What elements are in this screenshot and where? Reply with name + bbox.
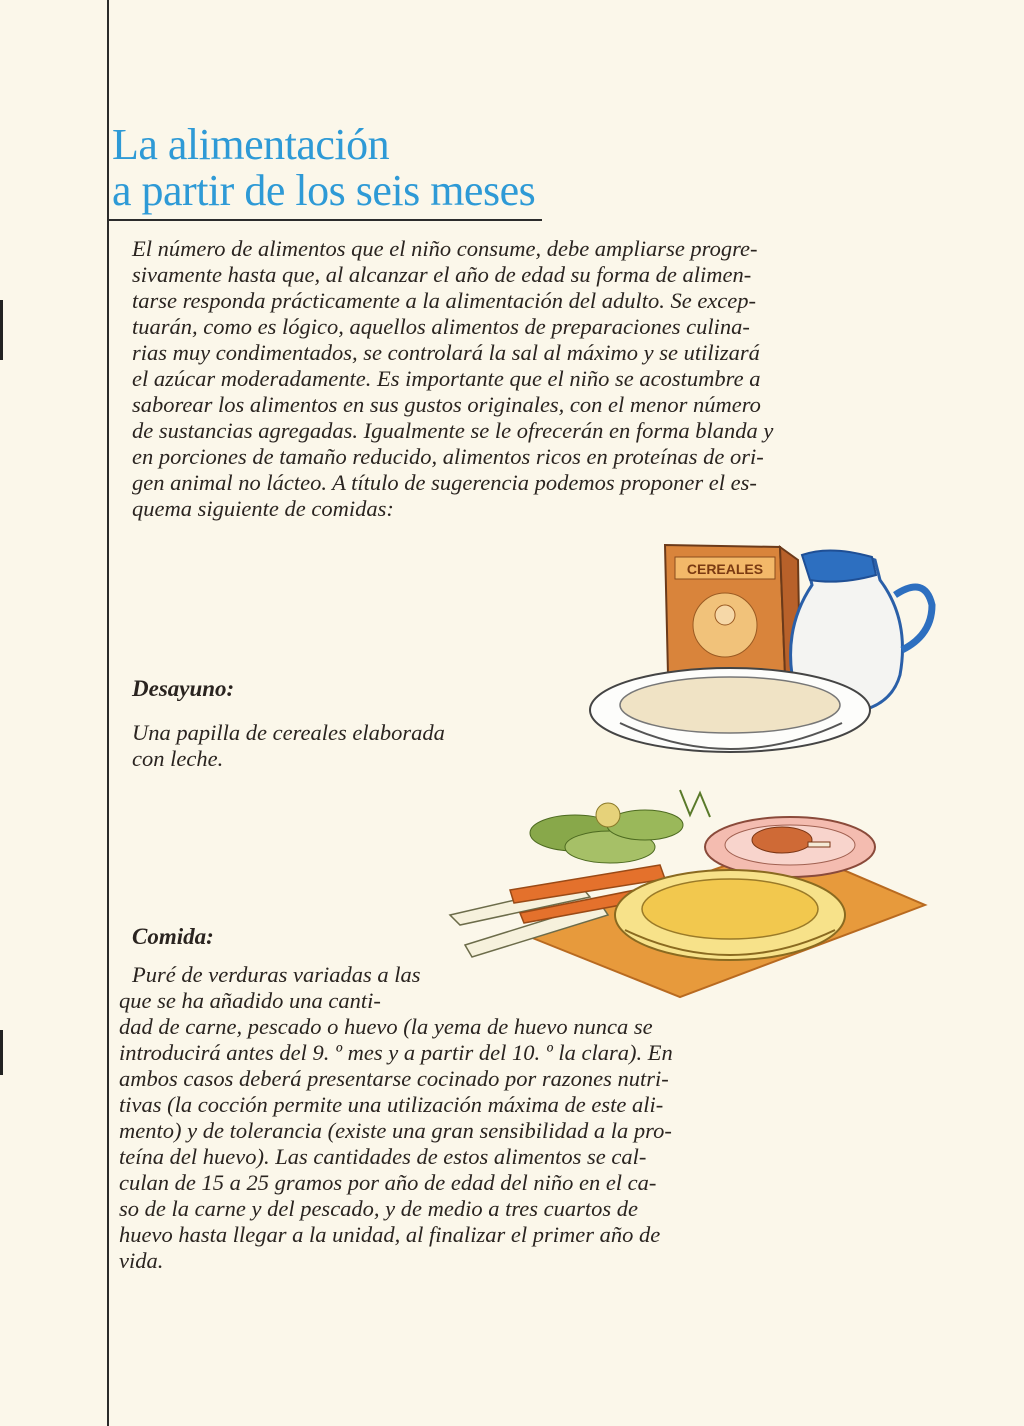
plate-icon: [705, 817, 875, 877]
comida-line: que se ha añadido una canti-: [119, 988, 381, 1013]
comida-text: [119, 962, 673, 1274]
intro-line: rias muy condimentados, se controlará la sal al máximo y se utilizará: [132, 340, 760, 365]
intro-line: quema siguiente de comidas:: [132, 496, 394, 521]
comida-line: Puré de verduras variadas a las: [132, 962, 421, 987]
page-title: [112, 122, 535, 214]
title-line-1: La alimentación: [112, 120, 390, 169]
intro-line: sivamente hasta que, al alcanzar el año de edad su forma de alimen-: [132, 262, 752, 287]
bowl-icon: [590, 668, 870, 752]
intro-line: tuarán, como es lógico, aquellos alimentos de preparaciones culina-: [132, 314, 750, 339]
comida-line: vida.: [119, 1248, 164, 1273]
intro-line: El número de alimentos que el niño consume, debe ampliarse progre-: [132, 236, 758, 261]
desayuno-line: Una papilla de cereales elaborada: [132, 720, 445, 745]
comida-heading: Comida:: [132, 924, 214, 949]
intro-line: gen animal no lácteo. A título de sugerencia podemos proponer el es-: [132, 470, 757, 495]
desayuno-line: con leche.: [132, 746, 224, 771]
comida-line: teína del huevo). Las cantidades de estos alimentos se cal-: [119, 1144, 647, 1169]
comida-line: huevo hasta llegar a la unidad, al finalizar el primer año de: [119, 1222, 661, 1247]
cereal-box-icon: [665, 545, 800, 675]
soup-bowl-icon: [615, 870, 845, 960]
desayuno-text: [132, 720, 445, 772]
comida-line: culan de 15 a 25 gramos por año de edad del niño en el ca-: [119, 1170, 657, 1195]
comida-line: ambos casos deberá presentarse cocinado por razones nutri-: [119, 1066, 669, 1091]
comida-line: introducirá antes del 9. º mes y a partir del 10. º la clara). En: [119, 1040, 673, 1065]
edge-mark: [0, 1030, 3, 1075]
intro-paragraph: [132, 236, 932, 522]
comida-line: so de la carne y del pescado, y de medio a tres cuartos de: [119, 1196, 639, 1221]
desayuno-heading: Desayuno:: [132, 676, 235, 701]
intro-line: tarse responda prácticamente a la alimentación del adulto. Se excep-: [132, 288, 757, 313]
title-rule: [107, 219, 542, 221]
edge-mark: [0, 300, 3, 360]
title-line-2: a partir de los seis meses: [112, 166, 536, 215]
comida-line: dad de carne, pescado o huevo (la yema de huevo nunca se: [119, 1014, 653, 1039]
comida-line: mento) y de tolerancia (existe una gran sensibilidad a la pro-: [119, 1118, 672, 1143]
box-label: CEREALES: [686, 561, 764, 577]
comida-line: tivas (la cocción permite una utilización máxima de este ali-: [119, 1092, 664, 1117]
intro-line: en porciones de tamaño reducido, alimentos ricos en proteínas de ori-: [132, 444, 764, 469]
intro-line: saborear los alimentos en sus gustos originales, con el menor número: [132, 392, 761, 417]
breakfast-illustration: [580, 535, 950, 770]
margin-rule: [107, 0, 109, 1426]
intro-line: el azúcar moderadamente. Es importante que el niño se acostumbre a: [132, 366, 761, 391]
intro-line: de sustancias agregadas. Igualmente se le ofrecerán en forma blanda y: [132, 418, 774, 443]
